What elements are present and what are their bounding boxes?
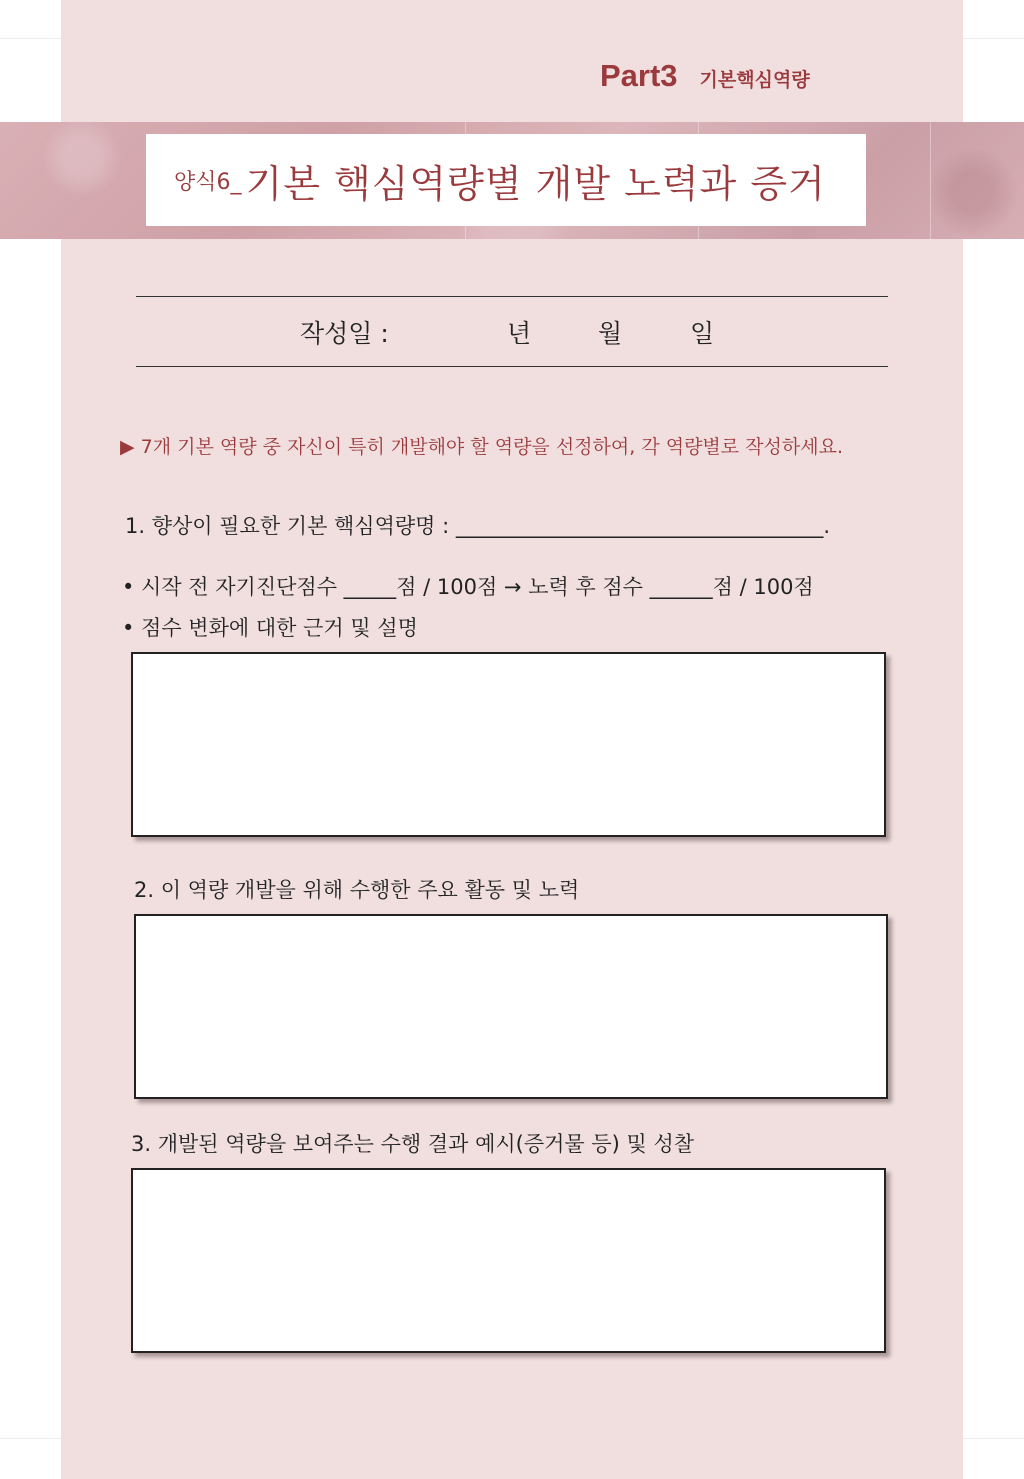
date-month[interactable]: 월 [598,319,623,348]
answer-box-1[interactable] [131,652,886,837]
page-title: 기본 핵심역량별 개발 노력과 증거 [245,161,826,206]
part-number: Part3 [600,58,678,93]
question-3-label: 3. 개발된 역량을 보여주는 수행 결과 예시(증거물 등) 및 성찰 [131,1132,695,1156]
date-label: 작성일 : [300,319,389,348]
answer-box-3[interactable] [131,1168,886,1353]
question-1-competency-name[interactable]: 1. 향상이 필요한 기본 핵심역량명 : ___________________________________. [125,514,831,538]
date-bottom-rule [136,366,888,367]
part-section: 기본핵심역량 [699,69,810,91]
title-box [146,134,866,226]
date-year[interactable]: 년 [507,319,532,348]
date-top-rule [136,296,888,297]
instruction-text: ▶ 7개 기본 역량 중 자신이 특히 개발해야 할 역량을 선정하여, 각 역량별로 작성하세요. [120,436,843,458]
question-2-label: 2. 이 역량 개발을 위해 수행한 주요 활동 및 노력 [134,878,580,902]
date-day[interactable]: 일 [690,319,715,348]
question-1-reason-label: • 점수 변화에 대한 근거 및 설명 [122,616,418,640]
form-number: 양식6_ [174,169,242,195]
date-row [136,300,888,360]
question-1-scores[interactable]: • 시작 전 자기진단점수 _____점 / 100점 → 노력 후 점수 ______점 / 100점 [122,575,814,599]
banner-seam [930,122,931,239]
answer-box-2[interactable] [134,914,888,1099]
title-banner [0,122,1024,239]
part-header [600,58,810,102]
